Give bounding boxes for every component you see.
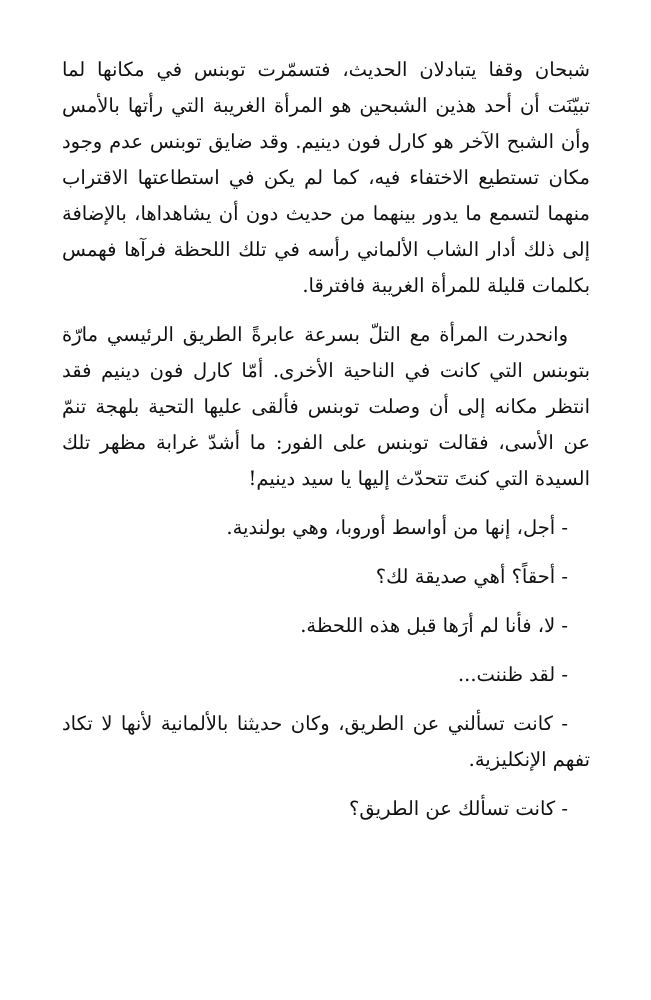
book-page (62, 52, 590, 840)
dialogue-line: - لقد ظننت... (457, 663, 568, 686)
narrative-paragraph: وانحدرت المرأة مع التلّ بسرعة عابرةً الطريق الرئيسي مارّة بتوبنس التي كانت في الناحية الأخرى. أمّا كارل فون دينيم فقد انتظر مكانه إلى أن وصلت توبنس فألقى عليها التحية بلهجة تنمّ عن الأسى، فقالت توبنس على الفور: ما أشدّ غرابة مظهر تلك السيدة التي كنتَ تتحدّث إليها يا سيد دينيم! (62, 323, 590, 490)
dialogue-line: - كانت تسألك عن الطريق؟ (349, 797, 568, 820)
dialogue-line: - كانت تسألني عن الطريق، وكان حديثنا بالألمانية لأنها لا تكاد تفهم الإنكليزية. (62, 712, 590, 771)
narrative-paragraph: شبحان وقفا يتبادلان الحديث، فتسمّرت توبنس في مكانها لما تبيّنَت أن أحد هذين الشبحين هو المرأة الغريبة التي رأتها بالأمس وأن الشبح الآخر هو كارل فون دينيم. وقد ضايق توبنس عدم وجود مكان تستطيع الاختفاء فيه، كما لم يكن في استطاعتها الاقتراب منهما لتسمع ما يدور بينهما من حديث دون أن يشاهداها، بالإضافة إلى ذلك أدار الشاب الألماني رأسه في تلك اللحظة فرآها فهمس بكلمات قليلة للمرأة الغريبة فافترقا. (62, 58, 590, 297)
dialogue-line: - لا، فأنا لم أرَها قبل هذه اللحظة. (300, 614, 568, 637)
dialogue-line: - أجل، إنها من أواسط أوروبا، وهي بولندية. (226, 516, 568, 539)
dialogue-line: - أحقاً؟ أهي صديقة لك؟ (375, 565, 568, 588)
